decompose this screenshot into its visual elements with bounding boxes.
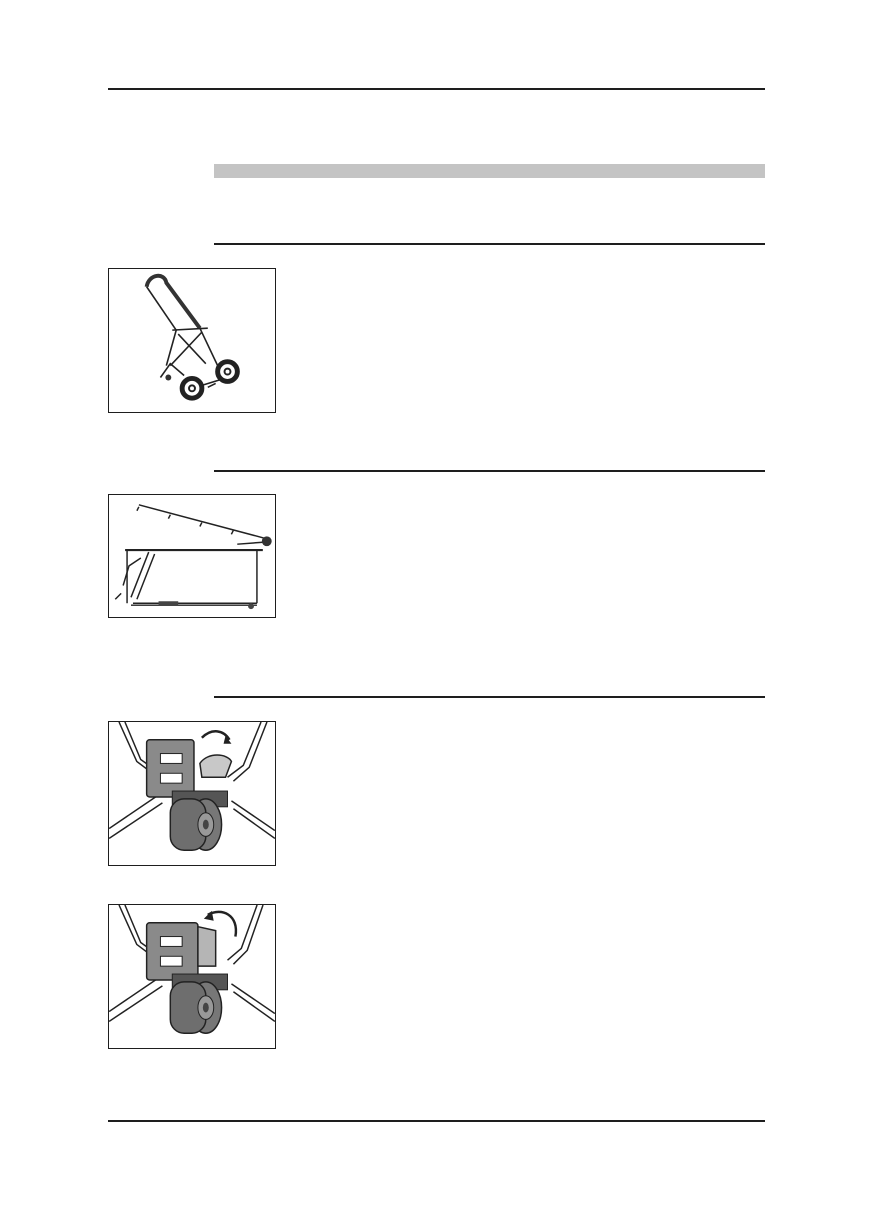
section-rule-3 [214, 696, 765, 698]
section-rule-1 [214, 243, 765, 245]
section-heading-bar [214, 164, 765, 178]
folding-frame-illustration [109, 495, 275, 617]
wheel-latch-open-illustration [109, 722, 275, 865]
wheel-latch-closed-illustration [109, 905, 275, 1048]
footer-rule [108, 1120, 765, 1122]
trolley-frame-figure [108, 268, 276, 413]
wheel-latch-closed-figure [108, 904, 276, 1049]
trolley-frame-illustration [109, 269, 275, 412]
wheel-latch-open-figure [108, 721, 276, 866]
header-rule [108, 88, 765, 90]
folding-frame-figure [108, 494, 276, 618]
section-rule-2 [214, 470, 765, 472]
